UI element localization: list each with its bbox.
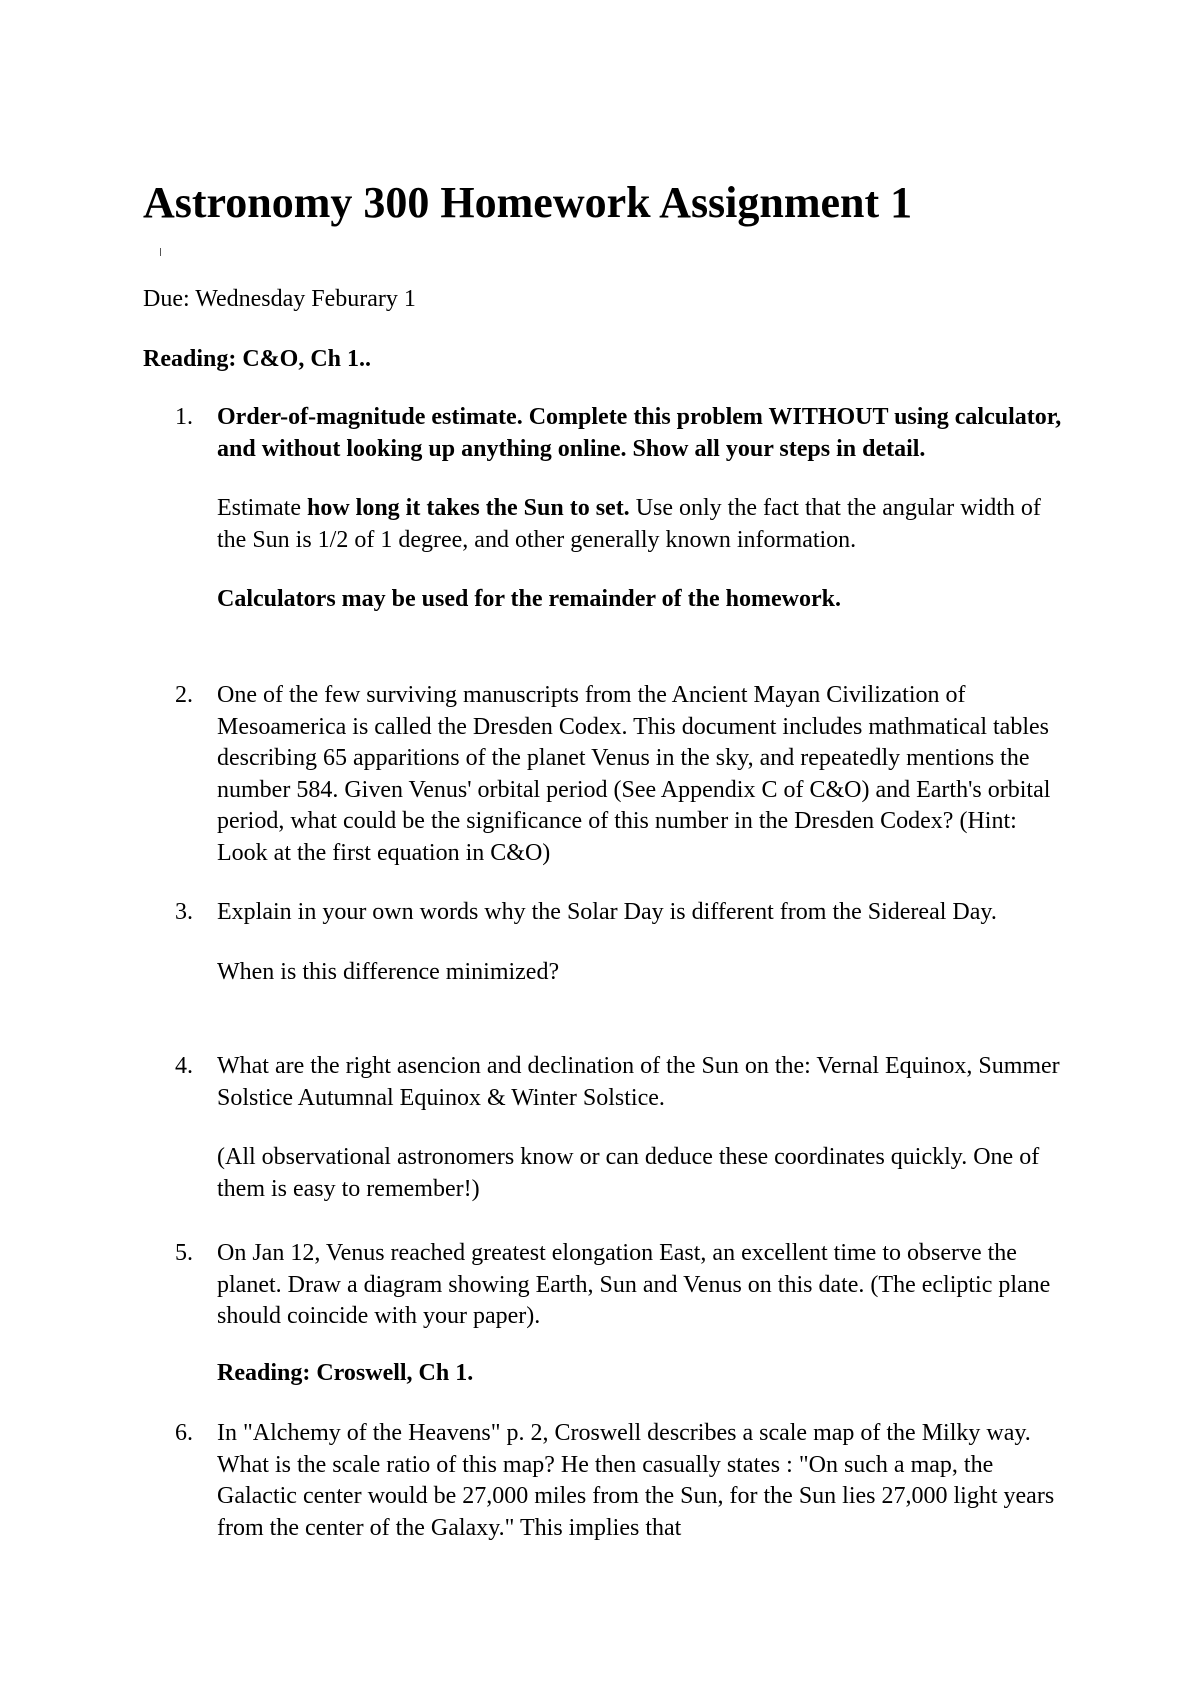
document-title: Astronomy 300 Homework Assignment 1: [143, 178, 913, 227]
reading-assignment-2: Reading: Croswell, Ch 1.: [217, 1360, 474, 1386]
question-number: 4.: [175, 1053, 193, 1079]
calculator-note: Calculators may be used for the remainder of the homework.: [217, 586, 841, 612]
question-1-prompt-emphasis: how long it takes the Sun to set.: [306, 495, 630, 521]
question-1-instructions: Order-of-magnitude estimate. Complete this problem WITHOUT using calculator, and without looking up anything online. Show all your steps in detail.: [217, 404, 1062, 462]
question-number: 3.: [175, 899, 193, 925]
question-5: [175, 1238, 1075, 1333]
question-6: [175, 1418, 1075, 1544]
question-number: 2.: [175, 682, 193, 708]
question-3-text: Explain in your own words why the Solar Day is different from the Sidereal Day.: [217, 899, 997, 925]
question-1-prompt-end: Use only the fact that the angular width of the Sun is 1/2 of 1 degree, and other generally known information.: [217, 495, 1041, 553]
reading-assignment-1: Reading: C&O, Ch 1..: [143, 346, 372, 372]
question-4-text: What are the right asencion and declination of the Sun on the: Vernal Equinox, Summer Solstice Autumnal Equinox & Winter Solstice.: [217, 1053, 1060, 1111]
question-2-text: One of the few surviving manuscripts from the Ancient Mayan Civilization of Mesoamerica is called the Dresden Codex. This document includes mathmatical tables describing 65 apparitions of the planet Venus in the sky, and repeatedly mentions the number 584. Given Venus' orbital period (See Appendix C of C&O) and Earth's orbital period, what could be the significance of this number in the Dresden Codex? (Hint: Look at the first equation in C&O): [217, 682, 1051, 866]
question-1-prompt-start: Estimate: [217, 495, 307, 521]
stray-mark: [160, 248, 161, 256]
question-5-text: On Jan 12, Venus reached greatest elongation East, an excellent time to observe the planet. Draw a diagram showing Earth, Sun and Venus on this date. (The ecliptic plane should coincide with your paper).: [217, 1240, 1051, 1329]
question-3-followup: When is this difference minimized?: [217, 958, 560, 985]
question-3: [175, 897, 1075, 988]
due-date: Due: Wednesday Feburary 1: [143, 286, 416, 312]
question-1-prompt: [217, 493, 1072, 556]
question-number: 1.: [175, 404, 193, 430]
question-2: [175, 680, 1075, 869]
question-4: [175, 1051, 1075, 1205]
question-6-text: In "Alchemy of the Heavens" p. 2, Croswell describes a scale map of the Milky way. What is the scale ratio of this map? He then casually states : "On such a map, the Galactic center would be 27,000 miles from the Sun, for the Sun lies 27,000 light years from the center of the Galaxy." This implies that: [217, 1420, 1055, 1541]
question-1: [175, 402, 1075, 616]
question-number: 6.: [175, 1420, 193, 1446]
question-number: 5.: [175, 1240, 193, 1266]
question-4-followup: (All observational astronomers know or can deduce these coordinates quickly. One of them is easy to remember!): [217, 1144, 1040, 1202]
